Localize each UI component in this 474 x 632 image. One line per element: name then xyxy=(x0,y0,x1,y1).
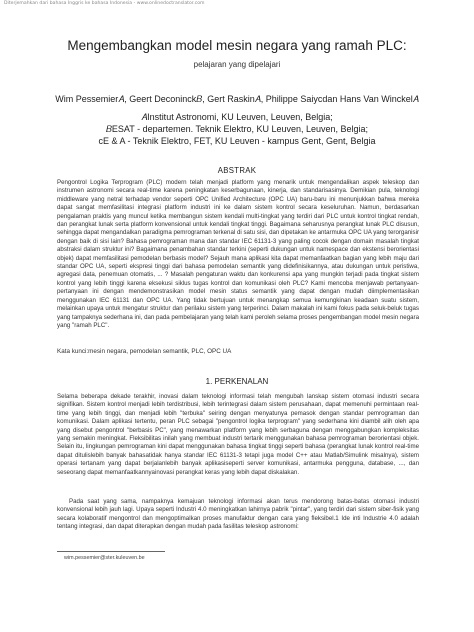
affiliation-3: ᴄE & A - Teknik Elektro, FET, KU Leuven - kampus Gent, Gent, Belgia xyxy=(98,136,376,146)
footnote-email: wim.pessemier@ster.kuleuven.be xyxy=(64,555,145,561)
abstract-text: Pengontrol Logika Terprogram (PLC) modern telah menjadi platform yang menarik untuk mengendalikan aspek teleskop dan instrumen astronomi secara real-time karena peningkatan keserbagunaan, kinerja, dan standarisasinya. Demikian pula, teknologi middleware yang netral terhadap vendor seperti OPC Unified Architecture (OPC UA) baru-baru ini menunjukkan bahwa mereka dapat sangat memfasilitasi integrasi platform industri ini ke dalam sistem kontrol secara keseluruhan. Namun, berdasarkan pengalaman praktis yang muncul ketika membangun sistem kendali multi-tingkat yang terdiri dari PLC untuk kontrol tingkat rendah, dan perangkat lunak serta platform konvensional untuk kendali tingkat tinggi. Bagaimana seharusnya perangkat lunak PLC disusun, sehingga dapat mengandalkan paradigma pemrograman terkenal di satu sisi, dan dipetakan ke antarmuka OPC UA yang terorganisir dengan baik di sisi lain? Bahasa pemrograman mana dan standar IEC 61131-3 yang paling cocok dengan domain masalah tingkat abstraksi dalam struktur ini? Bagaimana penambahan standar terkini (seperti dukungan untuk namespace dan ekstensi berorientasi objek) dapat memfasilitasi pemodelan berbasis model? Sejauh mana aplikasi kita dapat memanfaatkan bagian yang lebih maju dari standar OPC UA, seperti ekspresi tinggi dari bahasa pemodelan semantik yang didefinisikannya, atau dukungan untuk peristiwa, agregasi data, penemuan otomatis, ... ? Masalah pengaturan waktu dan konkurensi apa yang mungkin terjadi pada tingkat sistem kontrol yang lebih tinggi karena eksekusi siklus tugas kontrol dan komunikasi oleh PLC? Kami mencoba menjawab pertanyaan-pertanyaan ini dengan mendemonstrasikan model mesin status semantik yang dapat dengan mudah diimplementasikan menggunakan IEC 61131 dan OPC UA. Yang tidak bertujuan untuk menangkap semua kemungkinan keadaan suatu sistem, melainkan upaya untuk mengatur struktur dan perilaku sistem yang terperinci. Dalam makalah ini kami fokus pada seluk-beluk tugas yang tampaknya sederhana ini, dan pada pembelajaran yang telah kami peroleh selama proses pengembangan model mesin negara yang "ramah PLC". xyxy=(57,179,419,329)
abstract-heading: ABSTRAK xyxy=(217,166,257,175)
intro-paragraph-1: Selama beberapa dekade terakhir, inovasi dalam teknologi informasi telah mengubah lanskap sistem otomasi industri secara signifikan. Sistem kontrol menjadi lebih terdistribusi, lebih terintegrasi dalam sistem perusahaan, dapat memenuhi permintaan real-time yang lebih tinggi, dan menjadi lebih "terbuka" seiring dengan menyatunya pemasok dengan standar pemrograman dan komunikasi. Dalam aplikasi tertentu, peran PLC sebagai "pengontrol logika terprogram" yang sederhana kini diambil alih oleh apa yang disebut pengontrol "berbasis PC", yang menawarkan platform yang lebih serbaguna dengan menggabungkan kompleksitas yang semakin meningkat. Fleksibilitas inilah yang membuat industri tertarik menggunakan bahasa pemrograman berorientasi objek. Selain itu, lingkungan pemrograman kini dapat menggunakan bahasa tingkat tinggi seperti bahasa (perangkat lunak kontrol real-time dapat ditulislebih banyak bahasatidak hanya standar IEC 61131-3 tetapi juga model C++ atau Matlab/Simulink misalnya), sistem operasi tertanam yang dapat berjalanlebih banyak aplikasiseperti server komunikasi, antarmuka pengguna, database, ..., dan seseorang dapat memanfaatkannyainovasi perangkat keras yang lebih dapat diskalakan. xyxy=(57,393,419,476)
footnote-divider xyxy=(57,551,165,552)
paper-title: Mengembangkan model mesin negara yang ramah PLC: xyxy=(67,38,407,53)
paper-subtitle: pelajaran yang dipelajari xyxy=(193,60,281,69)
keywords: Kata kunci:mesin negara, pemodelan semantik, PLC, OPC UA xyxy=(57,348,232,355)
author-list: Wim Pessemier𝐴, Geert Deconinck𝐵, Gert Raskin𝐴, Philippe Saiyᴄdan Hans Van Winckel𝐴 xyxy=(55,94,419,104)
translator-banner: Diterjemahkan dari bahasa Inggris ke bahasa Indonesia - www.onlinedoctranslator.com xyxy=(4,1,205,6)
affiliation-1: 𝐴Institut Astronomi, KU Leuven, Leuven, Belgia; xyxy=(141,112,333,122)
section-heading-introduction: 1. PERKENALAN xyxy=(205,377,269,386)
affiliation-2: 𝐵ESAT - departemen. Teknik Elektro, KU Leuven, Leuven, Belgia; xyxy=(105,124,369,134)
intro-paragraph-2: Pada saat yang sama, nampaknya kemajuan teknologi informasi akan terus mendorong batas-batas otomasi industri konvensional lebih jauh lagi. Upaya seperti Industri 4.0 meningkatkan lahirnya pabrik "pintar", yang terdiri dari sistem siber-fisik yang secara kolaboratif mengontrol dan mengoptimalkan proses manufaktur dengan cara yang fleksibel.1 Ide inti Industrie 4.0 adalah tentang integrasi, dan dapat diterapkan dengan mudah pada fasilitas teleskop astronomi: xyxy=(57,498,419,531)
